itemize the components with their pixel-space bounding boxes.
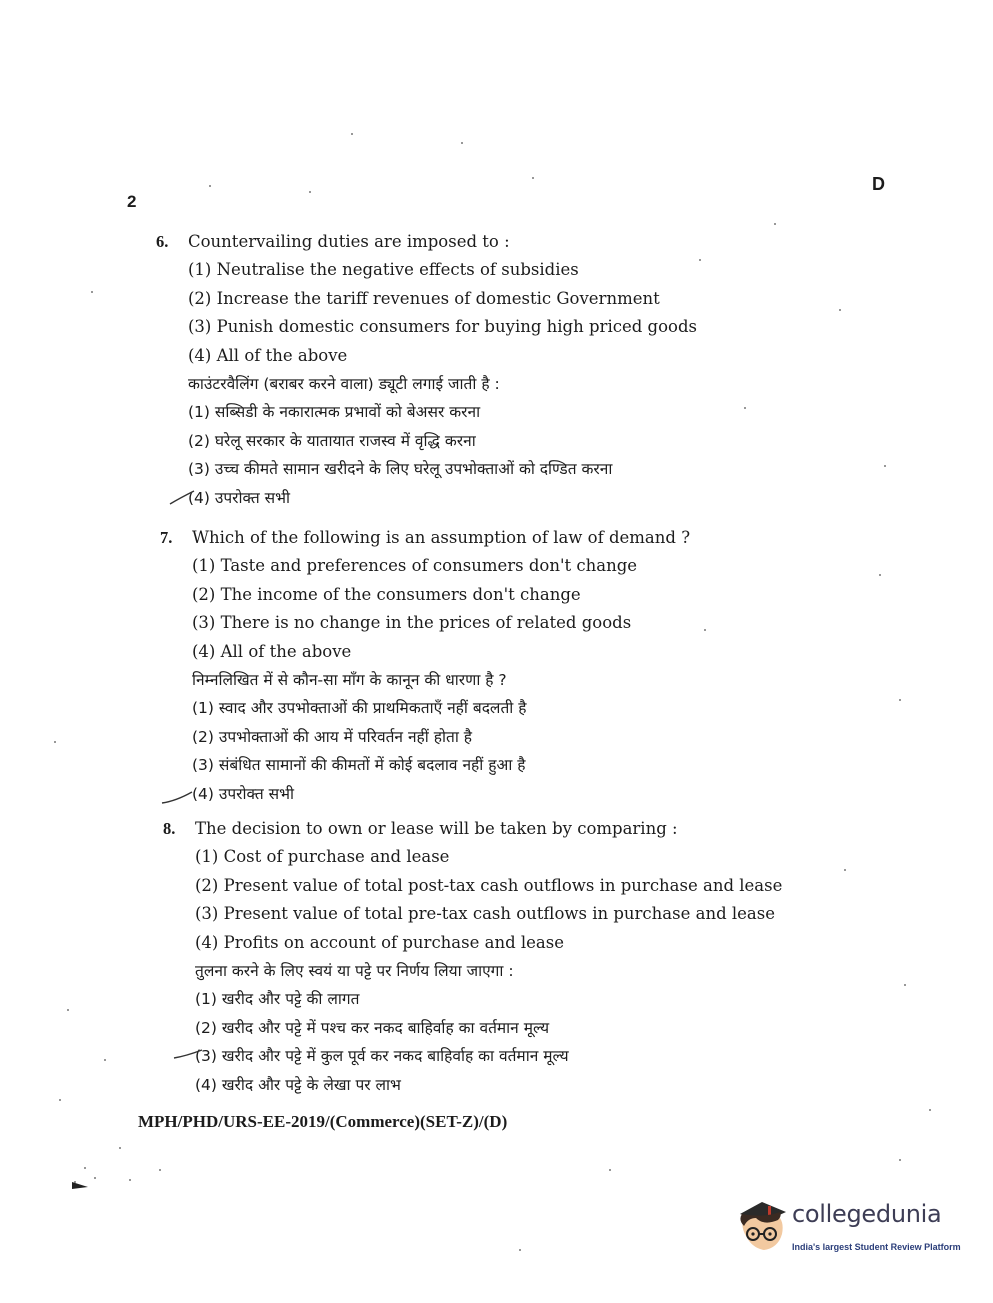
question-7 xyxy=(160,524,690,808)
hindi-option: (4) खरीद और पट्टे के लेखा पर लाभ xyxy=(195,1075,401,1094)
question-6 xyxy=(156,228,697,512)
hindi-option: (4) उपरोक्त सभी xyxy=(188,488,290,507)
option: (2) Increase the tariff revenues of domestic Government xyxy=(188,288,660,308)
brand-tagline: India's largest Student Review Platform xyxy=(792,1242,961,1252)
set-letter: D xyxy=(872,174,885,194)
question-text: Which of the following is an assumption of law of demand ? xyxy=(192,528,691,547)
hindi-option: (2) उपभोक्ताओं की आय में परिवर्तन नहीं होता है xyxy=(192,727,472,746)
option: (4) All of the above xyxy=(192,641,352,661)
hindi-option: (1) स्वाद और उपभोक्ताओं की प्राथमिकताएँ नहीं बदलती है xyxy=(192,699,527,718)
page-number: 2 xyxy=(127,192,137,211)
answer-tick-mark xyxy=(168,488,196,508)
option: (4) Profits on account of purchase and lease xyxy=(195,932,565,952)
hindi-option: (4) उपरोक्त सभी xyxy=(192,784,294,803)
hindi-option: (2) घरेलू सरकार के यातायात राजस्व में वृद्धि करना xyxy=(188,431,476,450)
hindi-option: (1) सब्सिडी के नकारात्मक प्रभावों को बेअसर करना xyxy=(188,403,481,422)
option: (1) Taste and preferences of consumers don't change xyxy=(192,556,638,576)
answer-tick-mark xyxy=(160,788,194,806)
collegedunia-logo xyxy=(734,1192,966,1270)
option: (1) Neutralise the negative effects of subsidies xyxy=(188,260,579,280)
question-number: 7. xyxy=(160,528,173,547)
option: (3) There is no change in the prices of related goods xyxy=(192,613,632,633)
option: (4) All of the above xyxy=(188,345,348,365)
hindi-question-text: निम्नलिखित में से कौन-सा माँग के कानून की धारणा है ? xyxy=(192,670,507,689)
option: (3) Punish domestic consumers for buying high priced goods xyxy=(188,317,697,337)
hindi-option: (3) संबंधित सामानों की कीमतों में कोई बदलाव नहीं हुआ है xyxy=(192,756,526,775)
question-number: 8. xyxy=(163,819,176,838)
option: (2) Present value of total post-tax cash outflows in purchase and lease xyxy=(195,875,783,895)
question-text: Countervailing duties are imposed to : xyxy=(188,232,510,251)
question-number: 6. xyxy=(156,232,169,251)
hindi-option: (1) खरीद और पट्टे की लागत xyxy=(195,990,360,1009)
hindi-option: (2) खरीद और पट्टे में पश्च कर नकद बाहिर्वाह का वर्तमान मूल्य xyxy=(195,1018,550,1037)
hindi-question-text: तुलना करने के लिए स्वयं या पट्टे पर निर्णय लिया जाएगा : xyxy=(195,961,514,980)
option: (1) Cost of purchase and lease xyxy=(195,847,450,867)
question-8 xyxy=(163,815,782,1099)
answer-tick-mark xyxy=(172,1044,204,1062)
option: (2) The income of the consumers don't change xyxy=(192,584,581,604)
hindi-option: (3) खरीद और पट्टे में कुल पूर्व कर नकद बाहिर्वाह का वर्तमान मूल्य xyxy=(195,1047,569,1066)
brand-name: collegedunia xyxy=(792,1200,942,1228)
option: (3) Present value of total pre-tax cash outflows in purchase and lease xyxy=(195,904,775,924)
hindi-question-text: काउंटरवैलिंग (बराबर करने वाला) ड्यूटी लगाई जाती है : xyxy=(188,374,500,393)
question-text: The decision to own or lease will be taken by comparing : xyxy=(195,819,678,838)
hindi-option: (3) उच्च कीमते सामान खरीदने के लिए घरेलू उपभोक्ताओं को दण्डित करना xyxy=(188,460,613,479)
student-mascot-icon xyxy=(734,1196,790,1258)
paper-code: MPH/PHD/URS-EE-2019/(Commerce)(SET-Z)/(D) xyxy=(138,1112,508,1131)
